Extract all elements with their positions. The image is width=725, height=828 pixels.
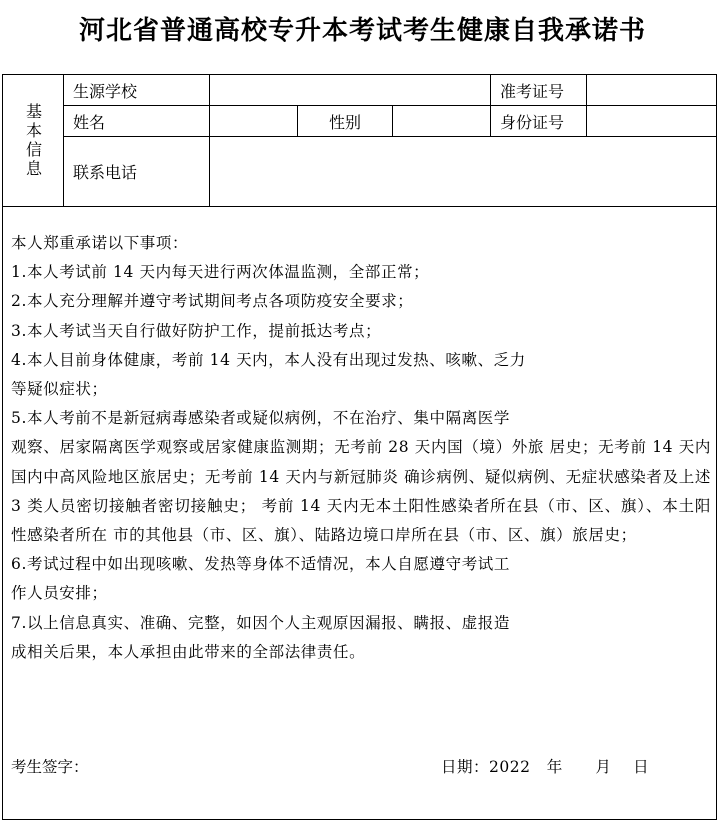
date-year-unit: 年 (546, 758, 563, 776)
gender-field[interactable] (393, 106, 490, 136)
pledge-item-7-line-2: 成相关后果，本人承担由此带来的全部法律责任。 (11, 642, 366, 661)
pledge-item-4-line-2: 等疑似症状； (11, 380, 108, 399)
pledge-item-6-line-2: 作人员安排； (11, 584, 108, 603)
date-label: 日期： (441, 758, 490, 776)
id-number-field[interactable] (587, 106, 716, 136)
school-field[interactable] (210, 75, 490, 105)
id-number-label: 身份证号 (500, 112, 565, 132)
phone-field[interactable] (210, 137, 716, 206)
pledge-intro: 本人郑重承诺以下事项： (11, 234, 189, 252)
exam-number-label: 准考证号 (500, 81, 565, 101)
basic-info-table (3, 75, 716, 207)
pledge-item-4-line-1: 4.本人目前身体健康，考前 14 天内，本人没有出现过发热、咳嗽、乏力 (11, 350, 526, 369)
pledge-body (11, 229, 711, 667)
basic-info-side-label (3, 75, 64, 206)
date-day-unit: 日 (633, 758, 650, 776)
date-month-unit: 月 (595, 758, 612, 776)
phone-label: 联系电话 (73, 163, 138, 182)
signature-label: 考生签字： (11, 758, 89, 776)
gender-label: 性别 (328, 112, 361, 132)
form-frame (2, 74, 717, 820)
pledge-item-5-line-1: 5.本人考前不是新冠病毒感染者或疑似病例，不在治疗、集中隔离医学 (11, 409, 510, 428)
basic-info-side-label-text: 基本信息 (23, 102, 43, 179)
date-line (441, 755, 649, 777)
pledge-item-7-line-1: 7.以上信息真实、准确、完整，如因个人主观原因漏报、瞒报、虚报造 (11, 613, 510, 632)
name-label: 姓名 (73, 112, 106, 132)
school-label: 生源学校 (73, 81, 138, 101)
pledge-item-3: 3.本人考试当天自行做好防护工作，提前抵达考点； (11, 321, 382, 340)
date-year: 2022 (489, 758, 531, 776)
pledge-item-5-body: 观察、居家隔离医学观察或居家健康监测期；无考前 28 天内国（境）外旅 居史；无考前 14 天内国内中高风险地区旅居史；无考前 14 天内与新冠肺炎 确诊病例、疑似病例、无症状感染者及上述 3 类人员密切接触者密切接触史； 考前 14 天内无本土阳性感染者所在县（市、区、旗）、本土阳性感染者所在 市的其他县（市、区、旗）、陆路边境口岸所在县（市、区、旗）旅居史； (11, 438, 711, 545)
pledge-item-2: 2.本人充分理解并遵守考试期间考点各项防疫安全要求； (11, 292, 414, 311)
name-field[interactable] (210, 106, 297, 136)
exam-number-field[interactable] (587, 75, 716, 105)
pledge-item-6-line-1: 6.考试过程中如出现咳嗽、发热等身体不适情况，本人自愿遵守考试工 (11, 555, 510, 574)
document-title: 河北省普通高校专升本考试考生健康自我承诺书 (78, 16, 646, 46)
pledge-item-1: 1.本人考试前 14 天内每天进行两次体温监测，全部正常； (11, 263, 430, 282)
